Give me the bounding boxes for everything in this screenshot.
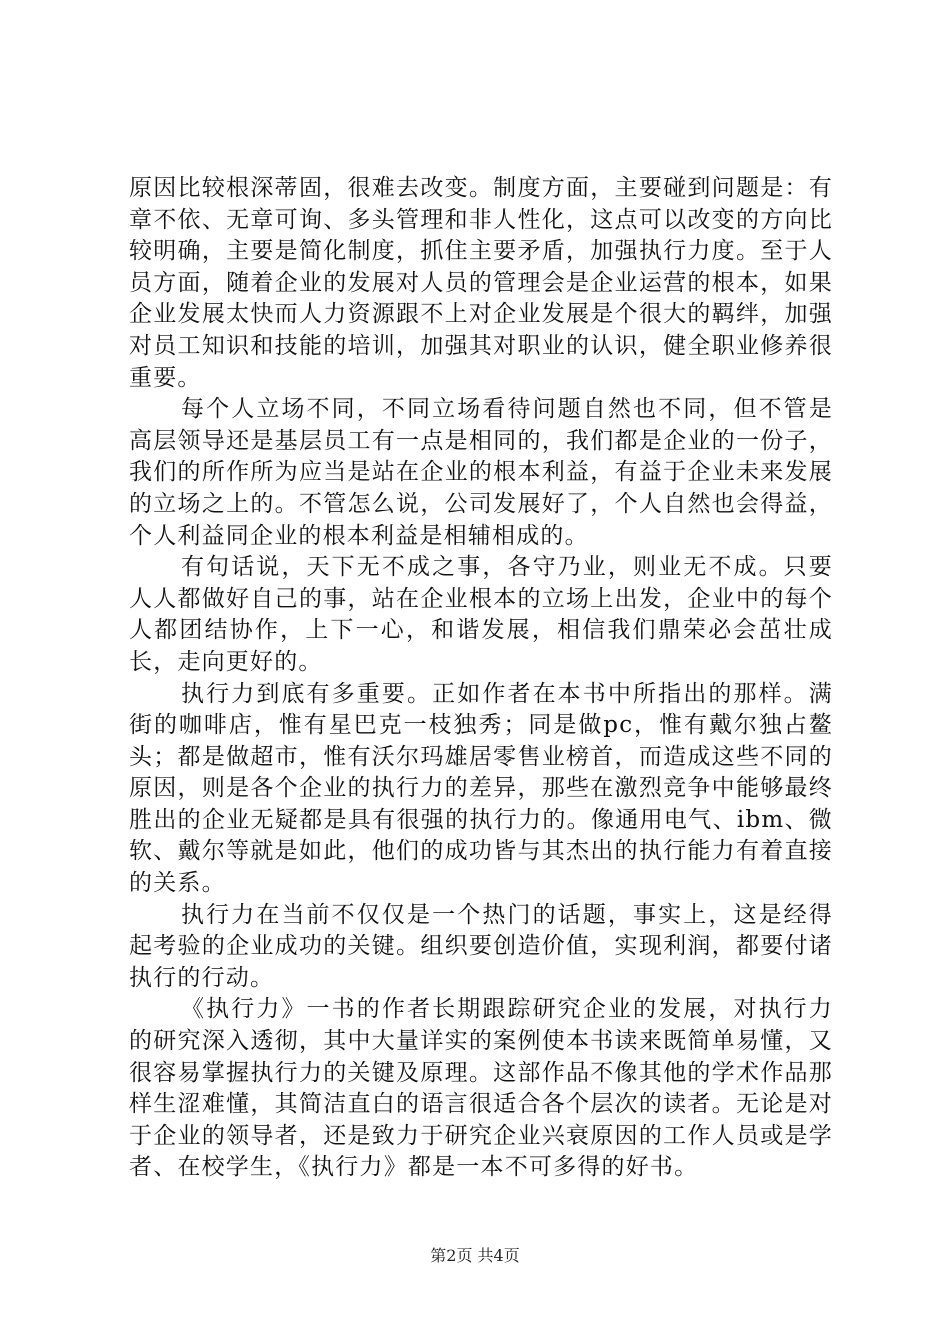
paragraph-1: 原因比较根深蒂固，很难去改变。制度方面，主要碰到问题是：有章不依、无章可询、多头管理和非人性化，这点可以改变的方向比较明确，主要是简化制度，抓住主要矛盾，加强执行力度。至于人员方面，随着企业的发展对人员的管理会是企业运营的根本，如果企业发展太快而人力资源跟不上对企业发展是个很大的羁绊，加强对员工知识和技能的培训，加强其对职业的认识，健全职业修养很重要。 — [129, 175, 833, 391]
paragraph-2: 每个人立场不同，不同立场看待问题自然也不同，但不管是高层领导还是基层员工有一点是相同的，我们都是企业的一份子，我们的所作所为应当是站在企业的根本利益，有益于企业未来发展的立场之上的。不管怎么说，公司发展好了，个人自然也会得益，个人利益同企业的根本利益是相辅相成的。 — [129, 396, 833, 549]
paragraph-3: 有句话说，天下无不成之事，各守乃业，则业无不成。只要人人都做好自己的事，站在企业根本的立场上出发，企业中的每个人都团结协作，上下一心，和谐发展，相信我们鼎荣必会茁壮成长，走向更好的。 — [129, 554, 833, 675]
page-footer: 第2页 共4页 — [430, 1246, 520, 1265]
paragraph-5: 执行力在当前不仅仅是一个热门的话题，事实上，这是经得起考验的企业成功的关键。组织要创造价值，实现利润，都要付诸执行的行动。 — [129, 901, 833, 991]
paragraph-6: 《执行力》一书的作者长期跟踪研究企业的发展，对执行力的研究深入透彻，其中大量详实的案例使本书读来既简单易懂，又很容易掌握执行力的关键及原理。这部作品不像其他的学术作品那样生涩难懂，其简洁直白的语言很适合各个层次的读者。无论是对于企业的领导者，还是致力于研究企业兴衰原因的工作人员或是学者、在校学生，《执行力》都是一本不可多得的好书。 — [129, 996, 833, 1181]
document-body — [129, 173, 833, 1184]
paragraph-4: 执行力到底有多重要。正如作者在本书中所指出的那样。满街的咖啡店，惟有星巴克一枝独秀；同是做pc，惟有戴尔独占鳌头；都是做超市，惟有沃尔玛雄居零售业榜首，而造成这些不同的原因，则是各个企业的执行力的差异，那些在激烈竞争中能够最终胜出的企业无疑都是具有很强的执行力的。像通用电气、ibm、微软、戴尔等就是如此，他们的成功皆与其杰出的执行能力有着直接的关系。 — [129, 680, 833, 897]
